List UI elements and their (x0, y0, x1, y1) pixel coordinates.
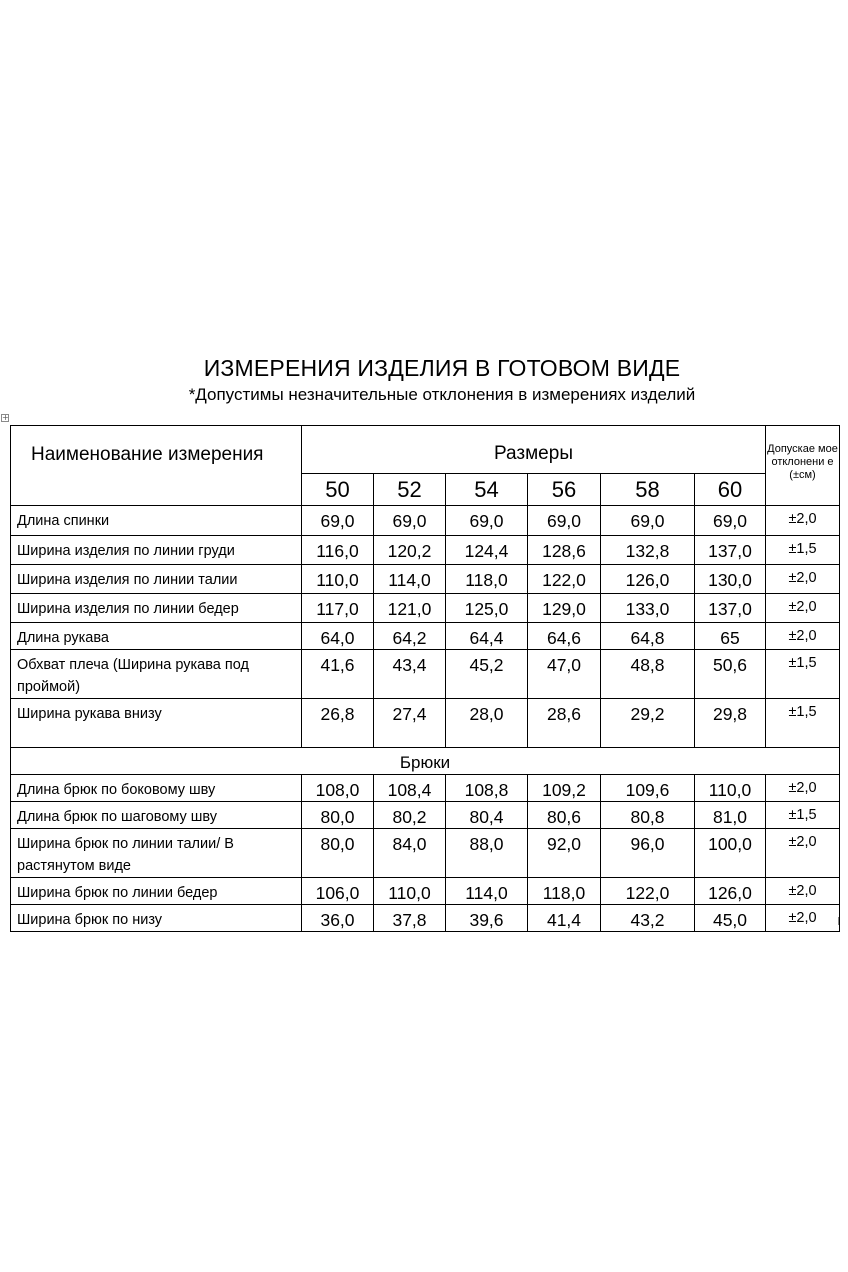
measurement-value: 64,2 (374, 623, 446, 650)
measurement-value: 117,0 (302, 594, 374, 623)
measurement-value: 69,0 (374, 506, 446, 536)
size-header-cell: 54 (446, 474, 528, 506)
measurement-value: 88,0 (446, 829, 528, 878)
measurement-value: 64,0 (302, 623, 374, 650)
section-label-pants: Брюки (11, 748, 840, 775)
measurement-name: Длина спинки (11, 506, 302, 536)
measurement-value: 137,0 (695, 536, 766, 565)
measurement-name: Ширина брюк по линии талии/ В растянутом виде (11, 829, 302, 878)
measurement-value: 92,0 (528, 829, 601, 878)
measurement-value: 130,0 (695, 565, 766, 594)
measurement-value: 110,0 (374, 878, 446, 905)
table-row (11, 878, 840, 905)
measurement-value: 109,6 (601, 775, 695, 802)
table-row (11, 536, 840, 565)
tolerance-value: ±2,0 (766, 829, 840, 878)
measurement-name: Обхват плеча (Ширина рукава под проймой) (11, 650, 302, 699)
measurement-value: 128,6 (528, 536, 601, 565)
measurement-name: Ширина рукава внизу (11, 699, 302, 748)
measurement-value: 106,0 (302, 878, 374, 905)
measurement-value: 124,4 (446, 536, 528, 565)
measurement-value: 129,0 (528, 594, 601, 623)
header-row-top (11, 426, 840, 474)
measurement-value: 47,0 (528, 650, 601, 699)
tolerance-value: ±2,0 (766, 506, 840, 536)
measurement-value: 122,0 (528, 565, 601, 594)
table-row (11, 829, 840, 878)
table-row (11, 565, 840, 594)
measurement-value: 108,8 (446, 775, 528, 802)
table-row (11, 802, 840, 829)
table-row (11, 650, 840, 699)
measurement-value: 39,6 (446, 905, 528, 932)
section-row (11, 748, 840, 775)
measurement-value: 80,6 (528, 802, 601, 829)
measurement-value: 125,0 (446, 594, 528, 623)
measurement-value: 69,0 (302, 506, 374, 536)
measurement-value: 81,0 (695, 802, 766, 829)
measurement-value: 26,8 (302, 699, 374, 748)
table-row (11, 699, 840, 748)
measurement-value: 132,8 (601, 536, 695, 565)
measurement-value: 48,8 (601, 650, 695, 699)
measurement-value: 45,2 (446, 650, 528, 699)
measurement-value: 28,6 (528, 699, 601, 748)
measurement-value: 120,2 (374, 536, 446, 565)
measurement-value: 80,4 (446, 802, 528, 829)
measurement-value: 29,8 (695, 699, 766, 748)
document-title: ИЗМЕРЕНИЯ ИЗДЕЛИЯ В ГОТОВОМ ВИДЕ (203, 355, 681, 381)
measurement-value: 114,0 (446, 878, 528, 905)
measurement-value: 122,0 (601, 878, 695, 905)
measurement-name: Ширина изделия по линии груди (11, 536, 302, 565)
tolerance-value: ±1,5 (766, 699, 840, 748)
measurement-name: Ширина брюк по низу (11, 905, 302, 932)
measurement-value: 108,0 (302, 775, 374, 802)
tolerance-value: ±2,0 (766, 623, 840, 650)
measurement-value: 65 (695, 623, 766, 650)
measurement-value: 116,0 (302, 536, 374, 565)
tolerance-value: ±2,0 (766, 905, 840, 932)
measurement-value: 96,0 (601, 829, 695, 878)
measurement-value: 126,0 (695, 878, 766, 905)
document-subtitle: *Допустимы незначительные отклонения в измерениях изделий (188, 385, 696, 404)
measurement-value: 109,2 (528, 775, 601, 802)
tolerance-value: ±1,5 (766, 650, 840, 699)
measurement-value: 29,2 (601, 699, 695, 748)
measurement-value: 118,0 (528, 878, 601, 905)
measurement-value: 110,0 (302, 565, 374, 594)
measurement-value: 50,6 (695, 650, 766, 699)
measurement-name: Ширина изделия по линии бедер (11, 594, 302, 623)
tolerance-value: ±2,0 (766, 594, 840, 623)
measurement-value: 100,0 (695, 829, 766, 878)
tolerance-value: ±2,0 (766, 775, 840, 802)
measurement-value: 110,0 (695, 775, 766, 802)
measurement-value: 41,4 (528, 905, 601, 932)
measurement-value: 69,0 (528, 506, 601, 536)
header-sizes-label: Размеры (302, 426, 766, 474)
table-row (11, 905, 840, 932)
measurement-name: Длина брюк по боковому шву (11, 775, 302, 802)
tolerance-value: ±1,5 (766, 802, 840, 829)
measurement-value: 45,0 (695, 905, 766, 932)
measurement-value: 64,6 (528, 623, 601, 650)
measurement-value: 121,0 (374, 594, 446, 623)
measurement-value: 28,0 (446, 699, 528, 748)
size-chart-table (10, 425, 840, 932)
table-move-handle-icon[interactable]: + (2, 413, 9, 422)
tolerance-value: ±2,0 (766, 878, 840, 905)
measurement-value: 114,0 (374, 565, 446, 594)
measurement-value: 137,0 (695, 594, 766, 623)
measurement-value: 36,0 (302, 905, 374, 932)
measurement-value: 69,0 (446, 506, 528, 536)
measurement-value: 64,4 (446, 623, 528, 650)
measurement-value: 41,6 (302, 650, 374, 699)
size-header-cell: 52 (374, 474, 446, 506)
size-header-cell: 60 (695, 474, 766, 506)
measurement-value: 80,0 (302, 802, 374, 829)
tolerance-value: ±1,5 (766, 536, 840, 565)
measurement-name: Ширина брюк по линии бедер (11, 878, 302, 905)
measurement-name: Длина брюк по шаговому шву (11, 802, 302, 829)
measurement-value: 69,0 (601, 506, 695, 536)
table-row (11, 775, 840, 802)
measurement-value: 126,0 (601, 565, 695, 594)
table-row (11, 506, 840, 536)
table-row (11, 594, 840, 623)
measurement-value: 118,0 (446, 565, 528, 594)
size-header-cell: 50 (302, 474, 374, 506)
header-name-label: Наименование измерения (11, 426, 302, 506)
header-tolerance-label: Допускае мое отклонени е (±см) (766, 426, 840, 506)
measurement-value: 80,0 (302, 829, 374, 878)
size-header-cell: 56 (528, 474, 601, 506)
tolerance-value: ±2,0 (766, 565, 840, 594)
measurement-value: 108,4 (374, 775, 446, 802)
measurement-value: 64,8 (601, 623, 695, 650)
measurement-value: 27,4 (374, 699, 446, 748)
table-row (11, 623, 840, 650)
measurement-value: 84,0 (374, 829, 446, 878)
table-resize-handle[interactable] (838, 917, 839, 925)
measurement-name: Ширина изделия по линии талии (11, 565, 302, 594)
measurement-value: 133,0 (601, 594, 695, 623)
size-header-cell: 58 (601, 474, 695, 506)
measurement-name: Длина рукава (11, 623, 302, 650)
measurement-value: 69,0 (695, 506, 766, 536)
measurement-value: 43,2 (601, 905, 695, 932)
measurement-value: 37,8 (374, 905, 446, 932)
measurement-value: 43,4 (374, 650, 446, 699)
measurement-value: 80,8 (601, 802, 695, 829)
measurement-value: 80,2 (374, 802, 446, 829)
